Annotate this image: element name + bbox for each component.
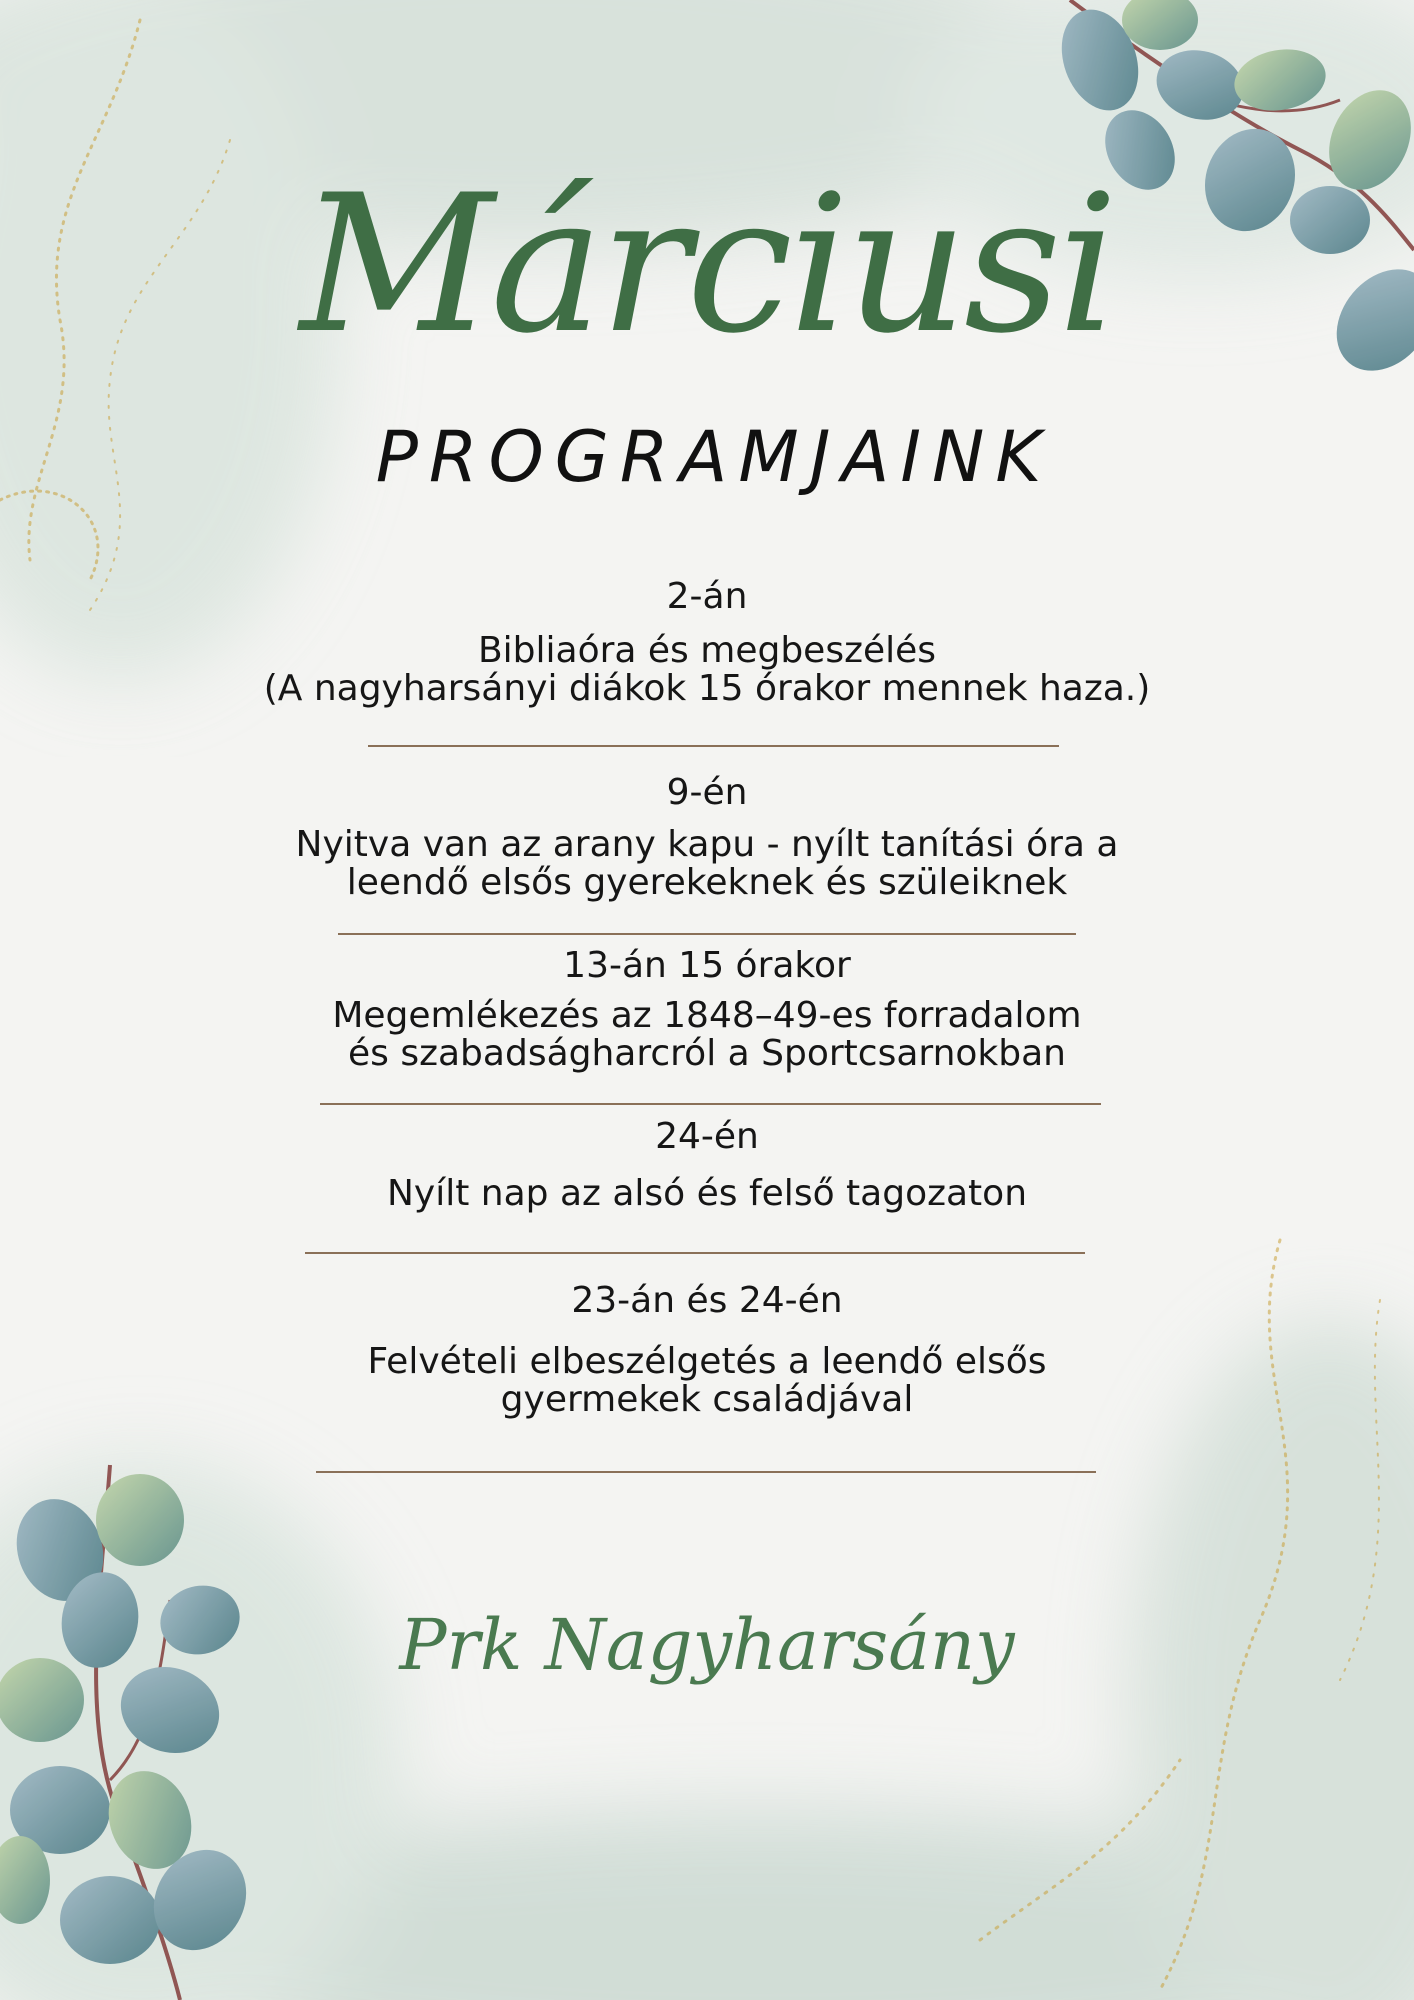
event-date: 2-án xyxy=(666,576,748,617)
event-date: 23-án és 24-én xyxy=(571,1280,843,1321)
event-description xyxy=(0,1175,1414,1213)
title-caps: PROGRAMJAINK xyxy=(375,416,1053,498)
event-line: Felvételi elbeszélgetés a leendő elsős xyxy=(367,1341,1047,1382)
event-date: 13-án 15 órakor xyxy=(563,945,851,986)
event-line: leendő elsős gyerekeknek és szüleiknek xyxy=(346,862,1068,903)
event-line: Nyílt nap az alsó és felső tagozaton xyxy=(386,1173,1028,1214)
event-line: (A nagyharsányi diákok 15 órakor mennek haza.) xyxy=(263,668,1151,709)
signature: Prk Nagyharsány xyxy=(399,1604,1015,1686)
event-line: gyermekek családjával xyxy=(500,1379,914,1420)
event-description xyxy=(0,632,1414,708)
event-line: Nyitva van az arany kapu - nyílt tanítási óra a xyxy=(295,824,1119,865)
event-description xyxy=(0,1343,1414,1419)
event-date: 24-én xyxy=(655,1116,759,1157)
event-line: Bibliaóra és megbeszélés xyxy=(477,630,937,671)
divider xyxy=(368,745,1059,747)
event-line: Megemlékezés az 1848–49-es forradalom xyxy=(332,995,1082,1036)
divider xyxy=(320,1103,1101,1105)
divider xyxy=(305,1252,1085,1254)
event-date: 9-én xyxy=(666,772,748,813)
event-description xyxy=(0,997,1414,1073)
divider xyxy=(338,933,1076,935)
title-script: Márciusi xyxy=(299,154,1115,375)
event-line: és szabadságharcról a Sportcsarnokban xyxy=(348,1033,1066,1074)
event-description xyxy=(0,826,1414,902)
divider xyxy=(316,1471,1096,1473)
